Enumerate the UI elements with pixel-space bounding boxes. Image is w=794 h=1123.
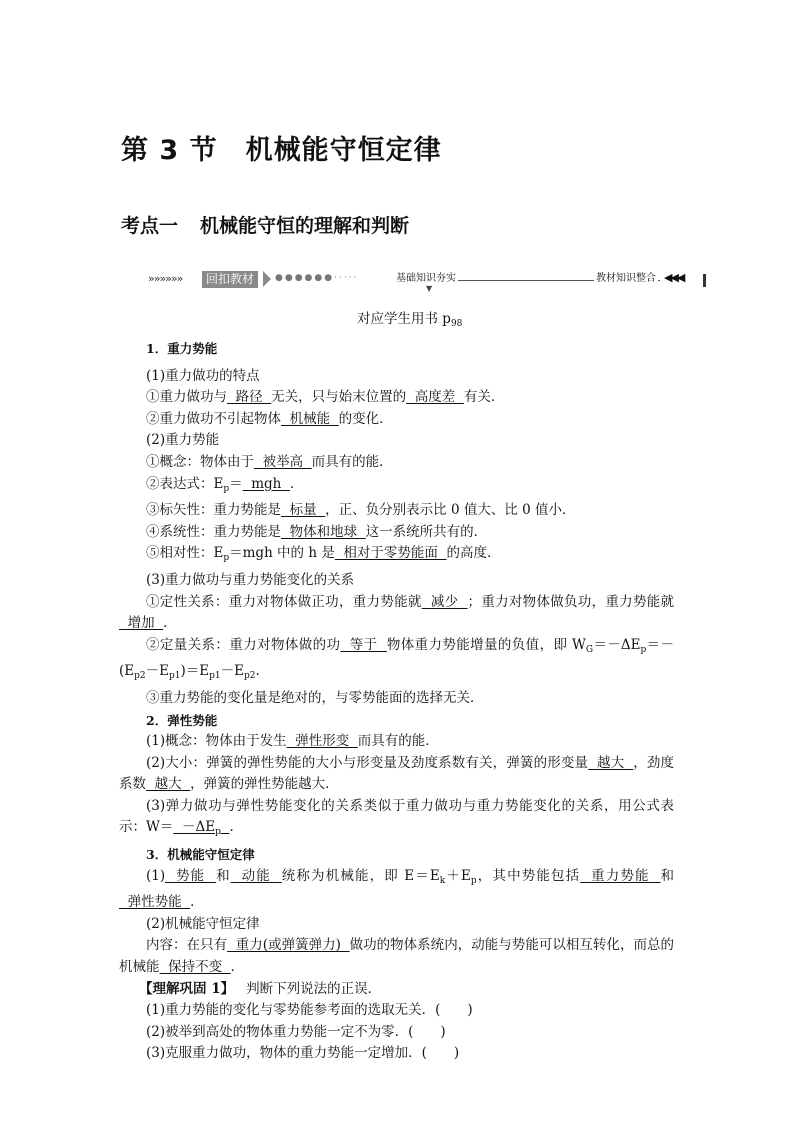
banner-right-label: 教材知识整合 [594,269,658,284]
blank-answer: 越大 [146,776,191,793]
section-number: 第 3 节 [121,135,218,166]
section-2-heading: 2．弹性势能 [146,712,218,728]
line-elastic-concept: (1)概念：物体由于发生 弹性形变 而具有的能． [146,733,439,750]
topic-number: 考点一 [121,215,179,237]
blank-answer: 高度差 [406,389,464,406]
blank-answer: 标量 [281,502,326,519]
banner-tag: 回扣教材 [202,271,258,288]
question-2: (2)被举到高处的物体重力势能一定不为零．( ) [146,1023,446,1040]
question-3: (3)克服重力做功，物体的重力势能一定增加．( ) [146,1045,460,1062]
subheading-1-2: (2)重力势能 [146,432,220,449]
blank-answer: 弹性形变 [286,733,358,750]
blank-answer: 动能 [230,867,282,884]
practice-heading: 【理解巩固 1】 判断下列说法的正误． [139,980,382,997]
line-relativity: ⑤相对性：$E_p=mgh$ 中的 h 是 相对于零势能面 的高度． [146,545,501,564]
blank-answer: $-\Delta E_p$ [173,819,221,838]
line-elastic-work: (3)弹力做功与弹性势能变化的关系类似于重力做功与重力势能变化的关系，用公式表示：$W= -\Delta E_p$ ． [119,797,674,838]
blank-answer: 保持不变 [159,959,231,976]
line-conservation-content: 内容：在只有 重力(或弹簧弹力) 做功的物体系统内，动能与势能可以相互转化，而总的机械能 保持不变 ． [119,937,675,976]
practice-label: 【理解巩固 1】 [139,980,235,997]
section-banner [148,270,708,292]
blank-answer: 重力(或弹簧弹力) [227,937,350,954]
blank-answer: 被举高 [254,453,312,470]
line-system: ④系统性：重力势能是 物体和地球 这一系统所共有的． [146,523,488,540]
blank-answer: 路径 [227,389,272,406]
triangle-down-icon: ▼ [426,284,433,293]
tag-arrow-icon [263,271,271,287]
subheading-1-1: (1)重力做功的特点 [146,367,260,384]
line-mechanical-energy: ②重力做功不引起物体 机械能 的变化． [146,410,393,427]
blank-answer: 增加 [119,615,164,632]
line-absolute-change: ③重力势能的变化量是绝对的，与零势能面的选择无关． [146,689,484,706]
blank-answer: 势能 [165,867,217,884]
triangle-left-icon: ◀◀◀ [664,271,684,284]
question-1: (1)重力势能的变化与零势能参考面的选取无关．( ) [146,1002,473,1019]
line-elastic-size: (2)大小：弹簧的弹性势能的大小与形变量及劲度系数有关，弹簧的形变量 越大 ，劲度系数 越大 ，弹簧的弹性势能越大． [119,754,675,793]
book-reference: 对应学生用书 $p_{98}$ [357,311,463,329]
reference-page: 98 [450,319,463,329]
blank-answer: 弹性势能 [119,894,191,911]
blank-answer: 相对于零势能面 [334,545,447,562]
line-quantitative: ②定量关系：重力对物体做的功 等于 物体重力势能增量的负值，即 $W_G=-\Delta E_p=-(E_{p2}-E_{p1})=E_{p1}-E_{p2}$. [119,636,675,682]
blank-answer: 等于 [340,636,387,653]
subheading-3-2: (2)机械能守恒定律 [146,915,260,932]
line-expression: ②表达式：$E_p=$ mgh ． [146,475,304,494]
line-scalar: ③标矢性：重力势能是 标量 ，正、负分别表示比 0 值大、比 0 值小． [146,502,576,519]
blank-answer: mgh [242,475,290,492]
blank-answer: 机械能 [281,410,339,427]
blank-answer: 越大 [588,754,634,771]
section-1-heading: 1．重力势能 [146,341,218,356]
blank-answer: 物体和地球 [281,523,366,540]
section-3-heading: 3．机械能守恒定律 [146,847,255,863]
section-title [121,128,442,167]
section-name: 机械能守恒定律 [245,135,442,166]
blank-answer: 减少 [421,593,468,610]
line-concept: ①概念：物体由于 被举高 而具有的能． [146,453,393,470]
line-mechanical-definition: (1) 势能 和 动能 统称为机械能，即 $E=E_k+E_p$，其中势能包括 重力势能 和 弹性势能 ． [119,867,675,911]
banner-middle-label: 基础知识夯实 [394,269,458,284]
dots-decoration-icon: ●●●●●●····· [275,273,359,283]
double-chevron-right-icon: »»»»»» [148,272,183,285]
banner-end-bar [703,274,706,287]
line-gravity-work: ①重力做功与 路径 无关，只与始末位置的 高度差 有关． [146,389,505,406]
content-body [119,338,674,1065]
subheading-1-3: (3)重力做功与重力势能变化的关系 [146,571,355,588]
topic-name: 机械能守恒的理解和判断 [200,215,410,237]
topic-heading [121,211,409,238]
line-qualitative: ①定性关系：重力对物体做正功，重力势能就 减少 ；重力对物体做负功，重力势能就 增加 ． [119,593,675,632]
blank-answer: 重力势能 [580,867,661,884]
